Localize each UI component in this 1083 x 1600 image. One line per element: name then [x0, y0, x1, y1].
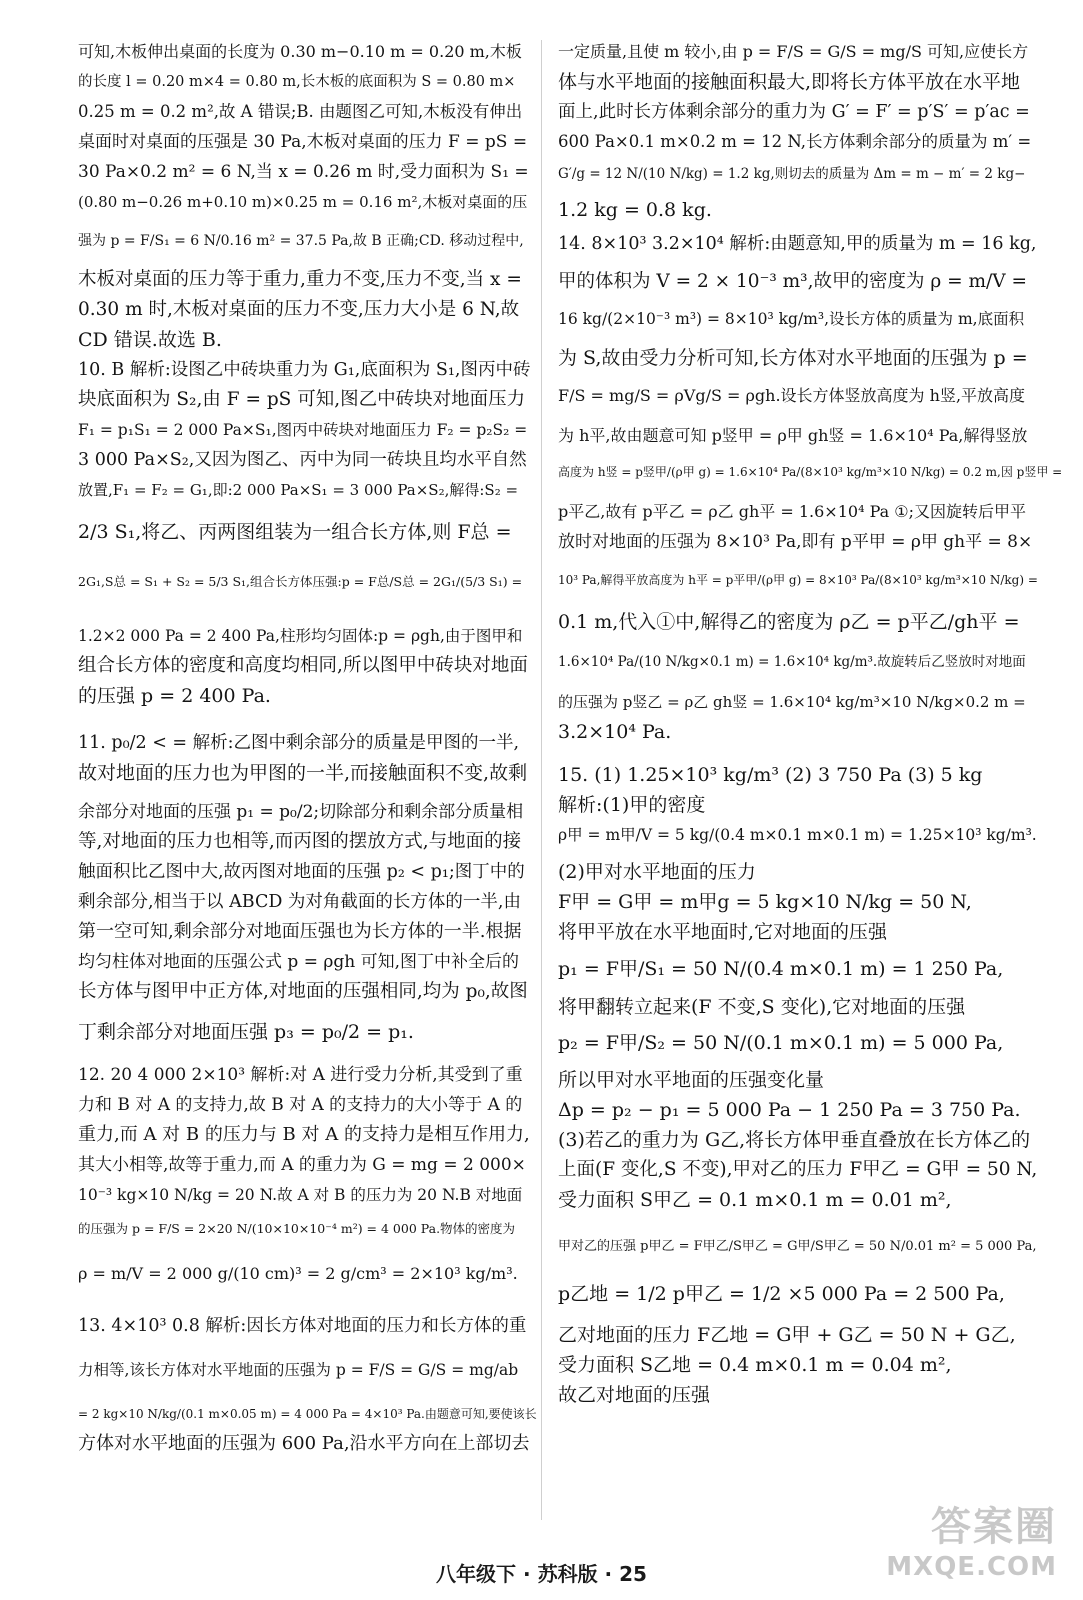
text-line: 可知,木板伸出桌面的长度为 0.30 m−0.10 m = 0.20 m,木板 [78, 42, 522, 61]
text-line: 其大小相等,故等于重力,而 A 的重力为 G = mg = 2 000× [78, 1155, 526, 1175]
text-line: 15. (1) 1.25×10³ kg/m³ (2) 3 750 Pa (3) 5 kg [558, 764, 983, 786]
text-line: 丁剩余部分对地面压强 p₃ = p₀/2 = p₁. [78, 1021, 414, 1043]
text-line: 10³ Pa,解得平放高度为 h平 = p平甲/(ρ甲 g) = 8×10³ Pa/(8×10³ kg/m³×10 N/kg) = [558, 573, 1038, 587]
column-divider [541, 40, 542, 1520]
text-line: 0.1 m,代入①中,解得乙的密度为 ρ乙 = p平乙/gh平 = [558, 611, 1020, 633]
text-line: 3 000 Pa×S₂,又因为图乙、丙中为同一砖块且均水平自然 [78, 450, 527, 470]
text-line: F/S = mg/S = ρVg/S = ρgh.设长方体竖放高度为 h竖,平放高度 [558, 386, 1026, 405]
text-line: 剩余部分,相当于以 ABCD 为对角截面的长方体的一半,由 [78, 892, 521, 912]
text-line: 余部分对地面的压强 p₁ = p₀/2;切除部分和剩余部分质量相 [78, 802, 524, 822]
text-line: 受力面积 S乙地 = 0.4 m×0.1 m = 0.04 m², [558, 1354, 952, 1376]
text-line: 甲对乙的压强 p甲乙 = F甲乙/S甲乙 = G甲/S甲乙 = 50 N/0.01 m² = 5 000 Pa, [558, 1239, 1037, 1254]
text-line: = 2 kg×10 N/kg/(0.1 m×0.05 m) = 4 000 Pa = 4×10³ Pa.由题意可知,要使该长 [78, 1407, 537, 1421]
text-line: 2/3 S₁,将乙、丙两图组装为一组合长方体,则 F总 = [78, 521, 512, 543]
text-line: 体与水平地面的接触面积最大,即将长方体平放在水平地 [558, 71, 1021, 93]
watermark-text: 答案圈 [931, 1504, 1057, 1550]
text-line: (3)若乙的重力为 G乙,将长方体甲垂直叠放在长方体乙的 [558, 1129, 1031, 1151]
text-line: 触面积比乙图中大,故丙图对地面的压强 p₂ < p₁;图丁中的 [78, 862, 525, 882]
text-line: p₂ = F甲/S₂ = 50 N/(0.1 m×0.1 m) = 5 000 Pa, [558, 1032, 1004, 1054]
text-line: 0.25 m = 0.2 m²,故 A 错误;B. 由题图乙可知,木板没有伸出 [78, 102, 523, 121]
text-line: 0.30 m 时,木板对桌面的压力不变,压力大小是 6 N,故 [78, 299, 520, 320]
text-line: (2)甲对水平地面的压力 [558, 861, 756, 883]
text-line: 为 S,故由受力分析可知,长方体对水平地面的压强为 p = [558, 347, 1028, 369]
text-line: 木板对桌面的压力等于重力,重力不变,压力不变,当 x = [78, 269, 522, 290]
text-line: (0.80 m−0.26 m+0.10 m)×0.25 m = 0.16 m²,木板对桌面的压 [78, 193, 528, 211]
text-line: 放时对地面的压强为 8×10³ Pa,即有 p平甲 = ρ甲 gh平 = 8× [558, 532, 1033, 552]
text-line: 600 Pa×0.1 m×0.2 m = 12 N,长方体剩余部分的质量为 m′ = [558, 132, 1032, 151]
text-line: 的压强为 p = F/S = 2×20 N/(10×10×10⁻⁴ m²) = 4 000 Pa.物体的密度为 [78, 1221, 516, 1236]
text-line: 30 Pa×0.2 m² = 6 N,当 x = 0.26 m 时,受力面积为 S₁ = [78, 162, 529, 182]
text-line: 1.2×2 000 Pa = 2 400 Pa,柱形均匀固体:p = ρgh,由于图甲和 [78, 627, 523, 645]
text-line: ρ = m/V = 2 000 g/(10 cm)³ = 2 g/cm³ = 2×10³ kg/m³. [78, 1264, 518, 1283]
text-line: 面上,此时长方体剩余部分的重力为 G′ = F′ = p′S′ = p′ac = [558, 102, 1030, 122]
text-line: 16 kg/(2×10⁻³ m³) = 8×10³ kg/m³,设长方体的质量为 m,底面积 [558, 310, 1025, 328]
text-line: 故乙对地面的压强 [558, 1384, 711, 1406]
text-line: 13. 4×10³ 0.8 解析:因长方体对地面的压力和长方体的重 [78, 1316, 527, 1336]
text-line: 的压强为 p竖乙 = ρ乙 gh竖 = 1.6×10⁴ kg/m³×10 N/kg×0.2 m = [558, 693, 1026, 711]
text-line: 力和 B 对 A 的支持力,故 B 对 A 的支持力的大小等于 A 的 [78, 1095, 523, 1115]
text-line: F甲 = G甲 = m甲g = 5 kg×10 N/kg = 50 N, [558, 891, 972, 913]
text-line: 重力,而 A 对 B 的压力与 B 对 A 的支持力是相互作用力, [78, 1124, 530, 1145]
text-line: 1.6×10⁴ Pa/(10 N/kg×0.1 m) = 1.6×10⁴ kg/m³.故旋转后乙竖放时对地面 [558, 654, 1026, 670]
watermark-logo [886, 1495, 1057, 1582]
text-line: 第一空可知,剩余部分对地面压强也为长方体的一半.根据 [78, 921, 522, 942]
text-line: 高度为 h竖 = p竖甲/(ρ甲 g) = 1.6×10⁴ Pa/(8×10³ kg/m³×10 N/kg) = 0.2 m,因 p竖甲 = [558, 465, 1063, 479]
text-line: ρ甲 = m甲/V = 5 kg/(0.4 m×0.1 m×0.1 m) = 1.25×10³ kg/m³. [558, 826, 1037, 844]
text-line: 为 h平,故由题意可知 p竖甲 = ρ甲 gh竖 = 1.6×10⁴ Pa,解得竖放 [558, 426, 1028, 445]
text-line: 10. B 解析:设图乙中砖块重力为 G₁,底面积为 S₁,图丙中砖 [78, 360, 531, 380]
text-line: 强为 p = F/S₁ = 6 N/0.16 m² = 37.5 Pa,故 B 正确;CD. 移动过程中, [78, 233, 524, 249]
text-line: 所以甲对水平地面的压强变化量 [558, 1069, 825, 1091]
text-line: 甲的体积为 V = 2 × 10⁻³ m³,故甲的密度为 ρ = m/V = [558, 271, 1028, 292]
watermark-url: MXQE.COM [886, 1552, 1057, 1582]
text-line: 方体对水平地面的压强为 600 Pa,沿水平方向在上部切去 [78, 1433, 530, 1454]
text-line: p乙地 = 1/2 p甲乙 = 1/2 ×5 000 Pa = 2 500 Pa, [558, 1283, 1005, 1305]
text-line: 乙对地面的压力 F乙地 = G甲 + G乙 = 50 N + G乙, [558, 1324, 1016, 1346]
text-line: 11. p₀/2 < = 解析:乙图中剩余部分的质量是甲图的一半, [78, 733, 520, 753]
text-line: 解析:(1)甲的密度 [558, 794, 706, 816]
text-line: 一定质量,且使 m 较小,由 p = F/S = G/S = mg/S 可知,应使长方 [558, 42, 1029, 61]
page-footer: 八年级下 · 苏科版 · 25 [436, 1562, 647, 1586]
text-line: 将甲翻转立起来(F 不变,S 变化),它对地面的压强 [558, 996, 966, 1018]
text-line: p平乙,故有 p平乙 = ρ乙 gh平 = 1.6×10⁴ Pa ①;又因旋转后甲平 [558, 502, 1026, 521]
text-line: 桌面时对桌面的压强是 30 Pa,木板对桌面的压力 F = pS = [78, 132, 528, 152]
text-line: 1.2 kg = 0.8 kg. [558, 199, 712, 221]
text-line: 3.2×10⁴ Pa. [558, 721, 672, 743]
text-line: CD 错误.故选 B. [78, 329, 222, 351]
text-line: F₁ = p₁S₁ = 2 000 Pa×S₁,图丙中砖块对地面压力 F₂ = p₂S₂ = [78, 421, 528, 439]
text-line: 故对地面的压力也为甲图的一半,而接触面积不变,故剩 [78, 762, 528, 784]
text-line: 的长度 l = 0.20 m×4 = 0.80 m,长木板的底面积为 S = 0.80 m× [78, 74, 516, 90]
text-line: 14. 8×10³ 3.2×10⁴ 解析:由题意知,甲的质量为 m = 16 kg, [558, 234, 1037, 254]
text-line: 力相等,该长方体对水平地面的压强为 p = F/S = G/S = mg/ab [78, 1361, 519, 1379]
text-line: 均匀柱体对地面的压强公式 p = ρgh 可知,图丁中补全后的 [78, 952, 519, 972]
text-line: 块底面积为 S₂,由 F = pS 可知,图乙中砖块对地面压力 [78, 389, 526, 410]
text-line: 12. 20 4 000 2×10³ 解析:对 A 进行受力分析,其受到了重 [78, 1065, 523, 1085]
text-line: 的压强 p = 2 400 Pa. [78, 685, 271, 707]
text-line: 长方体与图甲中正方体,对地面的压强相同,均为 p₀,故图 [78, 981, 528, 1002]
text-line: G′/g = 12 N/(10 N/kg) = 1.2 kg,则切去的质量为 Δm = m − m′ = 2 kg− [558, 166, 1026, 182]
text-line: 等,对地面的压力也相等,而丙图的摆放方式,与地面的接 [78, 831, 522, 852]
text-line: 2G₁,S总 = S₁ + S₂ = 5/3 S₁,组合长方体压强:p = F总/S总 = 2G₁/(5/3 S₁) = [78, 574, 523, 589]
text-line: 10⁻³ kg×10 N/kg = 20 N.故 A 对 B 的压力为 20 N.B 对地面 [78, 1186, 523, 1204]
text-line: Δp = p₂ − p₁ = 5 000 Pa − 1 250 Pa = 3 750 Pa. [558, 1099, 1021, 1121]
text-line: 上面(F 变化,S 不变),甲对乙的压力 F甲乙 = G甲 = 50 N, [558, 1159, 1038, 1180]
text-line: p₁ = F甲/S₁ = 50 N/(0.4 m×0.1 m) = 1 250 Pa, [558, 958, 1004, 980]
text-line: 组合长方体的密度和高度均相同,所以图甲中砖块对地面 [78, 655, 528, 676]
text-line: 放置,F₁ = F₂ = G₁,即:2 000 Pa×S₁ = 3 000 Pa×S₂,解得:S₂ = [78, 481, 519, 499]
text-line: 将甲平放在水平地面时,它对地面的压强 [558, 921, 888, 943]
text-line: 受力面积 S甲乙 = 0.1 m×0.1 m = 0.01 m², [558, 1189, 952, 1211]
